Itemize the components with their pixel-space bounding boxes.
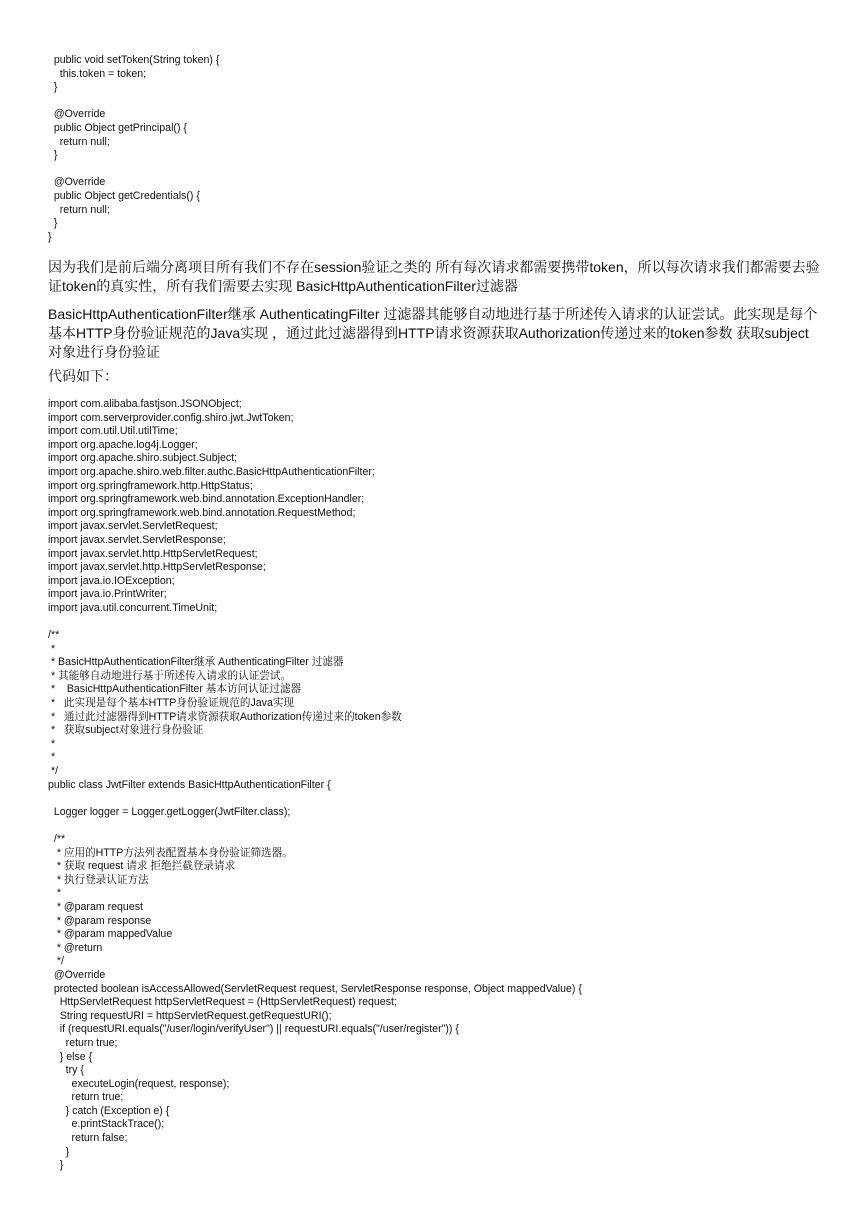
code-line: public Object getCredentials() { [48,189,200,202]
paragraph-code-heading: 代码如下： [48,368,118,384]
code-line: return true; [48,1091,124,1104]
code-line: return true; [48,1036,118,1049]
code-line: return false; [48,1132,128,1145]
code-line: } [48,81,58,94]
code-line: * @param mappedValue [48,928,173,941]
code-line: * BasicHttpAuthenticationFilter 基本访问认证过滤器 [48,683,302,696]
paragraph-filter-description: BasicHttpAuthenticationFilter继承 AuthenticatingFilter 过滤器其能够自动地进行基于所述传入请求的认证尝试。此实现是每个基本HTTP身份验证规范的Java实现 ，通过此过滤器得到HTTP请求资源获取Authorization传递过来的token参数 获取subject对象进行身份验证 [48,306,818,360]
code-line: */ [48,765,59,778]
code-line: @Override [48,176,106,189]
code-line: * 获取subject对象进行身份验证 [48,724,204,737]
code-line: import java.util.concurrent.TimeUnit; [48,601,218,614]
code-line: protected boolean isAccessAllowed(ServletRequest request, ServletResponse response, Object mappedValue) { [48,982,582,995]
code-line: public void setToken(String token) { [48,54,220,66]
code-line: e.printStackTrace(); [48,1118,165,1131]
code-line: public class JwtFilter extends BasicHttpAuthenticationFilter { [48,778,331,791]
code-line: public Object getPrincipal() { [48,121,187,134]
code-line: } [48,149,58,162]
code-line: * [48,737,56,750]
code-block-jwt-filter [48,398,582,1173]
code-line: import org.springframework.web.bind.annotation.RequestMethod; [48,506,356,519]
code-line: import org.springframework.http.HttpStatus; [48,479,253,492]
code-line: * [48,887,61,900]
code-line: return null; [48,135,110,148]
code-line: import javax.servlet.ServletRequest; [48,520,218,533]
code-line: import java.io.PrintWriter; [48,588,167,601]
code-line: } catch (Exception e) { [48,1104,170,1117]
code-line: /** [48,629,60,642]
code-line: * 此实现是每个基本HTTP身份验证规范的Java实现 [48,697,295,710]
code-line: * [48,751,56,764]
code-line: @Override [48,968,106,981]
code-line: * @return [48,941,103,954]
code-line: return null; [48,203,110,216]
paragraph-intro: 因为我们是前后端分离项目所有我们不存在session验证之类的 所有每次请求都需要携带token，所以每次请求我们都需要去验证token的真实性，所有我们需要去实现 BasicHttpAuthenticationFilter过滤器 [48,259,820,294]
code-line: * [48,642,56,655]
code-line: * 获取 request 请求 拒绝拦截登录请求 [48,860,236,873]
code-line: * 其能够自动地进行基于所述传入请求的认证尝试。 [48,669,292,682]
code-line: } else { [48,1050,93,1063]
code-line: @Override [48,108,106,121]
code-line: } [48,217,58,230]
code-line: this.token = token; [48,67,147,80]
code-line: import org.apache.shiro.subject.Subject; [48,452,238,465]
code-line: Logger logger = Logger.getLogger(JwtFilter.class); [48,805,291,818]
code-line: import javax.servlet.http.HttpServletRequest; [48,547,258,560]
code-line: HttpServletRequest httpServletRequest = (HttpServletRequest) request; [48,996,397,1009]
code-line: } [48,230,52,243]
code-line: * @param request [48,900,143,913]
code-line: String requestURI = httpServletRequest.getRequestURI(); [48,1009,332,1022]
code-line: } [48,1145,70,1158]
code-line: import javax.servlet.http.HttpServletResponse; [48,561,266,574]
code-line: import com.serverprovider.config.shiro.jwt.JwtToken; [48,411,294,424]
code-line: * @param response [48,914,152,927]
code-line: * 应用的HTTP方法列表配置基本身份验证筛选器。 [48,846,293,859]
code-line: if (requestURI.equals("/user/login/verifyUser") || requestURI.equals("/user/register")) { [48,1023,459,1036]
code-line: import javax.servlet.ServletResponse; [48,533,226,546]
code-line: */ [48,955,64,968]
code-block-token-methods [48,54,219,244]
code-line: executeLogin(request, response); [48,1077,230,1090]
code-line: import java.io.IOException; [48,574,175,587]
code-line: import com.alibaba.fastjson.JSONObject; [48,398,242,410]
code-line: * BasicHttpAuthenticationFilter继承 AuthenticatingFilter 过滤器 [48,656,344,669]
code-line: import org.apache.shiro.web.filter.authc.BasicHttpAuthenticationFilter; [48,465,375,478]
code-line: * 通过此过滤器得到HTTP请求资源获取Authorization传递过来的token参数 [48,710,402,723]
code-line: /** [48,833,66,845]
code-line: try { [48,1064,84,1077]
code-line: } [48,1159,64,1172]
code-line: import org.apache.log4j.Logger; [48,438,198,451]
code-line: import org.springframework.web.bind.annotation.ExceptionHandler; [48,493,365,506]
code-line: * 执行登录认证方法 [48,873,149,886]
code-line: import com.util.Util.utilTime; [48,425,178,438]
